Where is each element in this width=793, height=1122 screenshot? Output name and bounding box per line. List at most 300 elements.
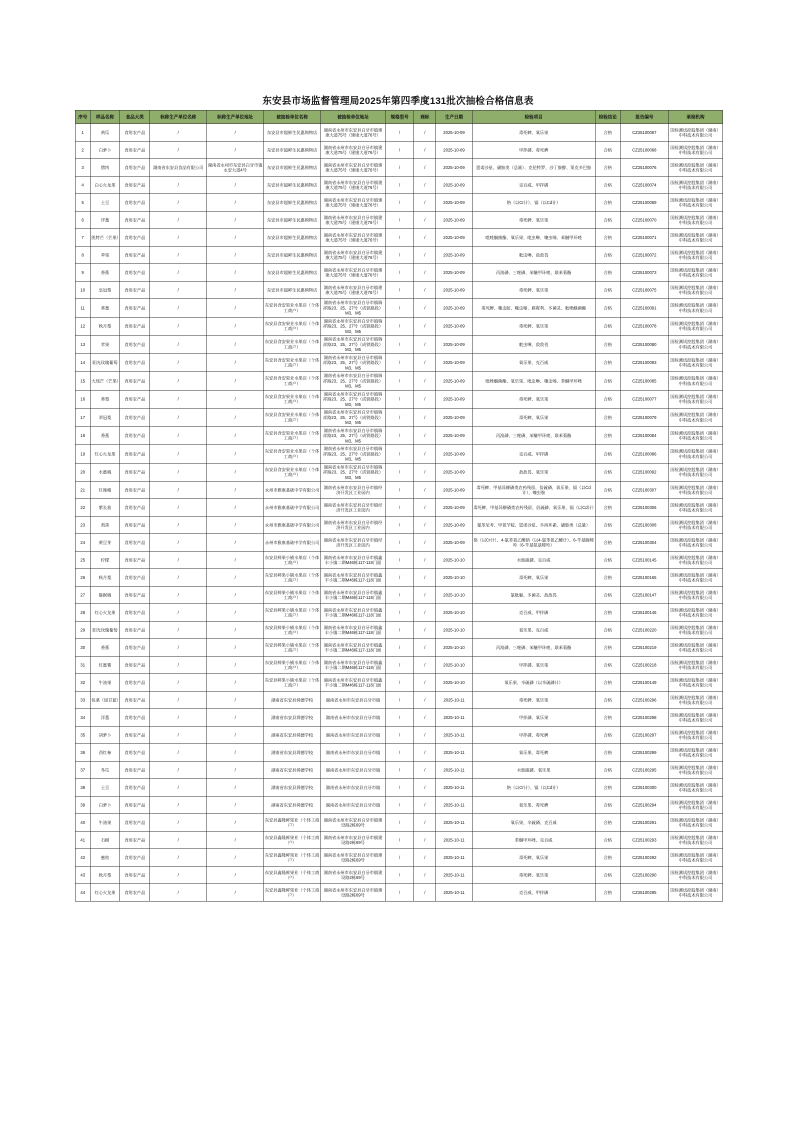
cell-sample_name: 香葱 — [90, 299, 120, 317]
cell-report_no: CZ25100297 — [620, 726, 668, 744]
cell-inspection_items: 苯醚甲环唑、克百威 — [472, 831, 595, 849]
cell-no: 42 — [75, 849, 90, 867]
cell-sample_name: 石榴 — [90, 831, 120, 849]
cell-production_date: 2025-10-09 — [436, 281, 472, 299]
cell-production_date: 2025-10-10 — [436, 569, 472, 587]
cell-report_no: CZ25100290 — [620, 866, 668, 884]
cell-producer_address: / — [207, 884, 264, 902]
cell-producer_address: / — [207, 779, 264, 797]
cell-production_date: 2025-10-10 — [436, 639, 472, 657]
cell-report_no: CZ25100295 — [620, 761, 668, 779]
cell-producer_name: / — [150, 884, 207, 902]
cell-spec_model: / — [385, 586, 413, 604]
cell-sampled_unit_address: 湖南省永州市东安县白牙市镇建设路2栋69号 — [321, 814, 386, 832]
cell-conclusion: 合格 — [595, 569, 620, 587]
cell-producer_address: / — [207, 674, 264, 692]
cell-conclusion: 合格 — [595, 264, 620, 282]
cell-conclusion: 合格 — [595, 481, 620, 499]
cell-no: 11 — [75, 299, 90, 317]
cell-inspection_items: 吡唑醚菌酯、氧乐果、吡虫啉、噻虫嗪、苯醚甲环唑 — [472, 229, 595, 247]
cell-no: 16 — [75, 390, 90, 408]
cell-spec_model: / — [385, 516, 413, 534]
cell-production_date: 2025-10-09 — [436, 211, 472, 229]
cell-no: 5 — [75, 194, 90, 212]
cell-trademark: / — [414, 814, 436, 832]
cell-production_date: 2025-10-10 — [436, 656, 472, 674]
cell-sampled_unit_address: 湖南省永州市东安县白牙市镇建康大道75号（建康大道76号） — [321, 159, 386, 177]
cell-food_category: 食用农产品 — [120, 390, 150, 408]
cell-production_date: 2025-10-11 — [436, 849, 472, 867]
cell-food_category: 食用农产品 — [120, 264, 150, 282]
column-header-report_no: 报告编号 — [620, 110, 668, 124]
cell-sampled_unit_name: 东安县食安果业水果店（个体工商户） — [264, 335, 321, 353]
table-row — [75, 335, 723, 353]
cell-food_category: 食用农产品 — [120, 551, 150, 569]
cell-no: 37 — [75, 761, 90, 779]
cell-spec_model: / — [385, 551, 413, 569]
cell-trademark: / — [414, 744, 436, 762]
cell-inspection_items: 氧乐果、毒死蜱 — [472, 796, 595, 814]
cell-conclusion: 合格 — [595, 691, 620, 709]
cell-production_date: 2025-10-09 — [436, 264, 472, 282]
cell-sampled_unit_address: 湖南省永州市东安县白牙市镇建康大道75号（建康大道76号） — [321, 264, 386, 282]
cell-sampled_unit_address: 湖南省永州市东安县白牙市镇经济开发区工业园内 — [321, 534, 386, 552]
cell-sampled_unit_address: 湖南省永州市东安县白牙市镇建康大道75号（建康大道76号） — [321, 281, 386, 299]
cell-food_category: 食用农产品 — [120, 744, 150, 762]
cell-conclusion: 合格 — [595, 124, 620, 142]
cell-inspection_items: 吡唑醚菌酯、氧乐果、吡虫啉、噻虫嗪、苯醚甲环唑 — [472, 372, 595, 390]
cell-spec_model: / — [385, 390, 413, 408]
cell-producer_name: / — [150, 427, 207, 445]
cell-report_no: CZ25100071 — [620, 229, 668, 247]
cell-trademark: / — [414, 176, 436, 194]
cell-producer_address: / — [207, 639, 264, 657]
cell-spec_model: / — [385, 229, 413, 247]
cell-no: 19 — [75, 445, 90, 463]
cell-report_no: CZ25100300 — [620, 779, 668, 797]
cell-production_date: 2025-10-10 — [436, 551, 472, 569]
cell-sample_name: 阳光玫瑰葡萄 — [90, 621, 120, 639]
column-header-food_category: 食品大类 — [120, 110, 150, 124]
cell-sampled_unit_name: 湖南省东安县舜德学校 — [264, 796, 321, 814]
cell-production_date: 2025-10-11 — [436, 761, 472, 779]
cell-testing_agency: 国检测试控股集团（湖南）中科技术有限公司 — [668, 534, 722, 552]
cell-inspection_items: 克百威、甲拌磷 — [472, 176, 595, 194]
cell-inspection_items: 氧乐果、辛硫磷（以辛硫磷计） — [472, 674, 595, 692]
cell-sampled_unit_address: 湖南省永州市东安县白牙市镇建设路2栋69号 — [321, 831, 386, 849]
cell-food_category: 食用农产品 — [120, 639, 150, 657]
cell-sampled_unit_address: 湖南省永州市东安县白牙市镇建康大道75号（建康大道76号） — [321, 229, 386, 247]
cell-inspection_items: 铬（以Cr计）、镉（以Cd计） — [472, 779, 595, 797]
cell-inspection_items: 毒死蜱、噻虫胺、噻虫嗪、腐霉利、多菌灵、吡唑醚菌酯 — [472, 299, 595, 317]
cell-trademark: / — [414, 463, 436, 481]
cell-report_no: CZ25100084 — [620, 427, 668, 445]
cell-food_category: 食用农产品 — [120, 481, 150, 499]
cell-producer_name: / — [150, 656, 207, 674]
cell-report_no: CZ25100285 — [620, 884, 668, 902]
cell-sampled_unit_address: 湖南省永州市东安县白牙市镇建设路2栋69号 — [321, 866, 386, 884]
cell-producer_name: / — [150, 534, 207, 552]
cell-production_date: 2025-10-09 — [436, 317, 472, 335]
cell-producer_address: / — [207, 335, 264, 353]
cell-no: 10 — [75, 281, 90, 299]
cell-sample_name: 红辣椒 — [90, 481, 120, 499]
cell-conclusion: 合格 — [595, 194, 620, 212]
cell-no: 13 — [75, 335, 90, 353]
cell-report_no: CZ25100298 — [620, 709, 668, 727]
cell-inspection_items: 氧乐果、辛硫磷、克百威 — [472, 814, 595, 832]
cell-food_category: 食用农产品 — [120, 335, 150, 353]
cell-no: 43 — [75, 866, 90, 884]
cell-report_no: CZ25100294 — [620, 796, 668, 814]
cell-conclusion: 合格 — [595, 390, 620, 408]
cell-food_category: 食用农产品 — [120, 211, 150, 229]
cell-spec_model: / — [385, 534, 413, 552]
cell-conclusion: 合格 — [595, 445, 620, 463]
cell-testing_agency: 国检测试控股集团（湖南）中科技术有限公司 — [668, 849, 722, 867]
cell-producer_name: / — [150, 814, 207, 832]
table-row — [75, 831, 723, 849]
cell-conclusion: 合格 — [595, 141, 620, 159]
cell-inspection_items: 铬（以Cr计）、4-氯苯氧乙酸钠（以4-氯苯氧乙酸计）、6-苄基腺嘌呤（6-苄基氨基嘌呤） — [472, 534, 595, 552]
cell-production_date: 2025-10-09 — [436, 159, 472, 177]
cell-sampled_unit_name: 东安县市超鲜生民惠购物店 — [264, 176, 321, 194]
cell-trademark: / — [414, 726, 436, 744]
cell-testing_agency: 国检测试控股集团（湖南）中科技术有限公司 — [668, 691, 722, 709]
cell-conclusion: 合格 — [595, 621, 620, 639]
cell-producer_name: / — [150, 194, 207, 212]
cell-report_no: CZ25100093 — [620, 354, 668, 372]
cell-producer_name: / — [150, 744, 207, 762]
cell-sampled_unit_name: 永州市雅康基础中学有限公司 — [264, 516, 321, 534]
cell-producer_name: / — [150, 445, 207, 463]
cell-sample_name: 西红柿 — [90, 744, 120, 762]
cell-sampled_unit_name: 东安县食安果业水果店（个体工商户） — [264, 390, 321, 408]
table-row — [75, 656, 723, 674]
cell-sample_name: 冬瓜 — [90, 761, 120, 779]
cell-sampled_unit_name: 永州市雅康基础中学有限公司 — [264, 534, 321, 552]
cell-trademark: / — [414, 246, 436, 264]
cell-no: 6 — [75, 211, 90, 229]
cell-producer_address: / — [207, 604, 264, 622]
cell-sample_name: 秋月梨 — [90, 866, 120, 884]
cell-trademark: / — [414, 604, 436, 622]
cell-production_date: 2025-10-09 — [436, 534, 472, 552]
cell-conclusion: 合格 — [595, 744, 620, 762]
cell-production_date: 2025-10-09 — [436, 229, 472, 247]
cell-producer_address: / — [207, 124, 264, 142]
cell-sampled_unit_name: 东安县市超鲜生民惠购物店 — [264, 124, 321, 142]
cell-conclusion: 合格 — [595, 354, 620, 372]
cell-spec_model: / — [385, 691, 413, 709]
cell-conclusion: 合格 — [595, 761, 620, 779]
cell-sampled_unit_name: 东安县市超鲜生民惠购物店 — [264, 229, 321, 247]
cell-producer_name: / — [150, 604, 207, 622]
cell-spec_model: / — [385, 445, 413, 463]
cell-testing_agency: 国检测试控股集团（湖南）中科技术有限公司 — [668, 159, 722, 177]
cell-trademark: / — [414, 779, 436, 797]
cell-food_category: 食用农产品 — [120, 534, 150, 552]
cell-testing_agency: 国检测试控股集团（湖南）中科技术有限公司 — [668, 656, 722, 674]
cell-producer_address: / — [207, 761, 264, 779]
cell-food_category: 食用农产品 — [120, 726, 150, 744]
cell-sample_name: 红心火龙果 — [90, 445, 120, 463]
table-row — [75, 691, 723, 709]
cell-producer_address: / — [207, 281, 264, 299]
cell-conclusion: 合格 — [595, 372, 620, 390]
cell-food_category: 食用农产品 — [120, 831, 150, 849]
table-row — [75, 814, 723, 832]
table-row — [75, 516, 723, 534]
cell-sampled_unit_address: 湖南省永州市东安县白牙市镇瑞祥路23、25、27号（成铁路段）M3、M5 — [321, 445, 386, 463]
cell-producer_name: / — [150, 796, 207, 814]
cell-trademark: / — [414, 445, 436, 463]
cell-trademark: / — [414, 499, 436, 517]
cell-production_date: 2025-10-10 — [436, 604, 472, 622]
cell-food_category: 食用农产品 — [120, 176, 150, 194]
cell-no: 25 — [75, 551, 90, 569]
cell-sample_name: 阳光玫瑰葡萄 — [90, 354, 120, 372]
cell-sample_name: 猕猴桃 — [90, 586, 120, 604]
cell-spec_model: / — [385, 499, 413, 517]
cell-no: 41 — [75, 831, 90, 849]
table-row — [75, 744, 723, 762]
cell-producer_address: / — [207, 831, 264, 849]
cell-sample_name: 秋月梨 — [90, 569, 120, 587]
cell-trademark: / — [414, 569, 436, 587]
cell-sampled_unit_address: 湖南省永州市东安县白牙市镇建康大道75号（建康大道76号） — [321, 246, 386, 264]
cell-testing_agency: 国检测试控股集团（湖南）中科技术有限公司 — [668, 141, 722, 159]
cell-sample_name: 皇冠梨 — [90, 281, 120, 299]
cell-inspection_items: 毒死蜱、氧乐果 — [472, 211, 595, 229]
cell-no: 34 — [75, 709, 90, 727]
cell-testing_agency: 国检测试控股集团（湖南）中科技术有限公司 — [668, 569, 722, 587]
cell-sampled_unit_address: 湖南省永州市东安县白牙市镇鑫丰小镇二期M46栋117-118门面 — [321, 656, 386, 674]
cell-production_date: 2025-10-09 — [436, 516, 472, 534]
cell-sample_name: 牛油果 — [90, 814, 120, 832]
cell-sampled_unit_address: 湖南省永州市东安县白牙市镇建设路2栋69号 — [321, 849, 386, 867]
cell-sampled_unit_name: 东安县食安果业水果店（个体工商户） — [264, 427, 321, 445]
cell-sampled_unit_address: 湖南省永州市东安县白牙市镇 — [321, 709, 386, 727]
cell-food_category: 食用农产品 — [120, 499, 150, 517]
cell-food_category: 食用农产品 — [120, 796, 150, 814]
column-header-spec_model: 规格型号 — [385, 110, 413, 124]
cell-sample_name: 红心火龙果 — [90, 604, 120, 622]
cell-sampled_unit_address: 湖南省永州市东安县白牙市镇鑫丰小镇二期M46栋117-118门面 — [321, 586, 386, 604]
cell-report_no: CZ25100075 — [620, 281, 668, 299]
table-row — [75, 761, 723, 779]
cell-conclusion: 合格 — [595, 866, 620, 884]
cell-food_category: 食用农产品 — [120, 299, 150, 317]
cell-producer_address: / — [207, 141, 264, 159]
cell-conclusion: 合格 — [595, 159, 620, 177]
cell-inspection_items: 毒死蜱、氧乐果 — [472, 691, 595, 709]
cell-food_category: 食用农产品 — [120, 586, 150, 604]
cell-food_category: 食用农产品 — [120, 516, 150, 534]
cell-no: 35 — [75, 726, 90, 744]
cell-no: 36 — [75, 744, 90, 762]
cell-trademark: / — [414, 586, 436, 604]
cell-testing_agency: 国检测试控股集团（湖南）中科技术有限公司 — [668, 866, 722, 884]
cell-inspection_items: 毒死蜱、甲基异柳磷类农药残留、倍硫磷、氧乐果、镉（以Cd计）、噻虫胺 — [472, 481, 595, 499]
cell-producer_address: / — [207, 499, 264, 517]
cell-producer_address: / — [207, 299, 264, 317]
cell-inspection_items: 甲拌磷、氧乐果 — [472, 656, 595, 674]
cell-sampled_unit_name: 东安县市超鲜生民惠购物店 — [264, 264, 321, 282]
cell-sampled_unit_address: 湖南省永州市东安县白牙市镇鑫丰小镇二期M46栋117-118门面 — [321, 551, 386, 569]
cell-producer_name: / — [150, 281, 207, 299]
table-row — [75, 194, 723, 212]
cell-conclusion: 合格 — [595, 463, 620, 481]
cell-trademark: / — [414, 866, 436, 884]
table-header — [75, 110, 723, 124]
cell-sampled_unit_address: 湖南省永州市东安县白牙市镇 — [321, 744, 386, 762]
cell-testing_agency: 国检测试控股集团（湖南）中科技术有限公司 — [668, 744, 722, 762]
cell-producer_name: / — [150, 761, 207, 779]
cell-conclusion: 合格 — [595, 814, 620, 832]
cell-trademark: / — [414, 481, 436, 499]
cell-trademark: / — [414, 534, 436, 552]
cell-sampled_unit_name: 东安县鲜果小铺水果店（个体工商户） — [264, 551, 321, 569]
cell-testing_agency: 国检测试控股集团（湖南）中科技术有限公司 — [668, 229, 722, 247]
cell-sampled_unit_address: 湖南省永州市东安县白牙市镇鑫丰小镇二期M46栋117-118门面 — [321, 674, 386, 692]
cell-no: 27 — [75, 586, 90, 604]
cell-conclusion: 合格 — [595, 335, 620, 353]
cell-sampled_unit_address: 湖南省永州市东安县白牙市镇 — [321, 779, 386, 797]
cell-spec_model: / — [385, 211, 413, 229]
cell-trademark: / — [414, 299, 436, 317]
table-row — [75, 390, 723, 408]
cell-sampled_unit_name: 湖南省东安县舜德学校 — [264, 761, 321, 779]
column-header-trademark: 商标 — [414, 110, 436, 124]
cell-trademark: / — [414, 194, 436, 212]
cell-report_no: CZ25100067 — [620, 124, 668, 142]
cell-production_date: 2025-10-09 — [436, 463, 472, 481]
results-table — [75, 110, 723, 902]
cell-inspection_items: 吡虫啉、敌敌畏 — [472, 335, 595, 353]
cell-no: 21 — [75, 481, 90, 499]
cell-production_date: 2025-10-11 — [436, 884, 472, 902]
cell-spec_model: / — [385, 866, 413, 884]
cell-producer_address: / — [207, 176, 264, 194]
table-row — [75, 639, 723, 657]
cell-sampled_unit_name: 东安县鲜果小铺水果店（个体工商户） — [264, 586, 321, 604]
cell-sampled_unit_name: 永州市雅康基础中学有限公司 — [264, 499, 321, 517]
cell-trademark: / — [414, 621, 436, 639]
cell-spec_model: / — [385, 281, 413, 299]
cell-inspection_items: 氯吡脲、多菌灵、敌敌畏 — [472, 586, 595, 604]
table-row — [75, 499, 723, 517]
cell-testing_agency: 国检测试控股集团（湖南）中科技术有限公司 — [668, 390, 722, 408]
cell-producer_address: / — [207, 709, 264, 727]
cell-production_date: 2025-10-09 — [436, 246, 472, 264]
cell-testing_agency: 国检测试控股集团（湖南）中科技术有限公司 — [668, 621, 722, 639]
cell-conclusion: 合格 — [595, 726, 620, 744]
cell-report_no: CZ25100218 — [620, 656, 668, 674]
cell-sampled_unit_address: 湖南省永州市东安县白牙市镇建康大道75号（建康大道76号） — [321, 124, 386, 142]
cell-report_no: CZ25100069 — [620, 194, 668, 212]
cell-producer_address: / — [207, 408, 264, 426]
cell-conclusion: 合格 — [595, 499, 620, 517]
cell-spec_model: / — [385, 408, 413, 426]
cell-producer_name: / — [150, 211, 207, 229]
cell-report_no: CZ25100086 — [620, 445, 668, 463]
cell-producer_address: / — [207, 211, 264, 229]
cell-sample_name: 白萝卜 — [90, 796, 120, 814]
cell-report_no: CZ25100147 — [620, 586, 668, 604]
cell-producer_name: / — [150, 463, 207, 481]
cell-conclusion: 合格 — [595, 674, 620, 692]
cell-report_no: CZ25100077 — [620, 390, 668, 408]
cell-production_date: 2025-10-09 — [436, 176, 472, 194]
cell-sample_name: 土豆 — [90, 194, 120, 212]
cell-producer_address: / — [207, 229, 264, 247]
cell-producer_address: / — [207, 445, 264, 463]
cell-sample_name: 柠檬 — [90, 551, 120, 569]
cell-report_no: CZ25100306 — [620, 499, 668, 517]
cell-sampled_unit_address: 湖南省永州市东安县白牙市镇瑞祥路23、25、27号（成铁路段）M3、M5 — [321, 335, 386, 353]
cell-sampled_unit_name: 东安县市超鲜生民惠购物店 — [264, 159, 321, 177]
cell-inspection_items: 甲拌磷、氧乐果 — [472, 709, 595, 727]
cell-testing_agency: 国检测试控股集团（湖南）中科技术有限公司 — [668, 586, 722, 604]
cell-testing_agency: 国检测试控股集团（湖南）中科技术有限公司 — [668, 499, 722, 517]
cell-trademark: / — [414, 849, 436, 867]
cell-spec_model: / — [385, 124, 413, 142]
cell-no: 22 — [75, 499, 90, 517]
cell-report_no: CZ25100072 — [620, 246, 668, 264]
cell-producer_name: / — [150, 709, 207, 727]
cell-report_no: CZ25100068 — [620, 141, 668, 159]
cell-production_date: 2025-10-11 — [436, 691, 472, 709]
cell-conclusion: 合格 — [595, 779, 620, 797]
cell-no: 18 — [75, 427, 90, 445]
cell-conclusion: 合格 — [595, 516, 620, 534]
cell-sample_name: 苹果 — [90, 246, 120, 264]
cell-producer_name: / — [150, 849, 207, 867]
cell-no: 3 — [75, 159, 90, 177]
cell-sample_name: 洋葱 — [90, 709, 120, 727]
cell-no: 8 — [75, 246, 90, 264]
cell-sampled_unit_name: 东安县鑫隆鲜果业（个体工商户） — [264, 814, 321, 832]
cell-spec_model: / — [385, 481, 413, 499]
cell-producer_name: / — [150, 246, 207, 264]
cell-producer_name: / — [150, 354, 207, 372]
cell-spec_model: / — [385, 427, 413, 445]
cell-sample_name: 香蕉 — [90, 639, 120, 657]
cell-producer_address: / — [207, 463, 264, 481]
cell-trademark: / — [414, 372, 436, 390]
cell-trademark: / — [414, 709, 436, 727]
page-title: 东安县市场监督管理局2025年第四季度131批次抽检合格信息表 — [262, 96, 534, 107]
cell-sampled_unit_name: 东安县鲜果小铺水果店（个体工商户） — [264, 656, 321, 674]
column-header-production_date: 生产日期 — [436, 110, 472, 124]
cell-sampled_unit_name: 东安县鲜果小铺水果店（个体工商户） — [264, 639, 321, 657]
cell-testing_agency: 国检测试控股集团（湖南）中科技术有限公司 — [668, 639, 722, 657]
cell-sampled_unit_address: 湖南省永州市东安县白牙市镇瑞祥路23、25、27号（成铁路段）M3、M5 — [321, 463, 386, 481]
cell-food_category: 食用农产品 — [120, 445, 150, 463]
cell-producer_name: / — [150, 390, 207, 408]
cell-production_date: 2025-10-11 — [436, 779, 472, 797]
cell-conclusion: 合格 — [595, 176, 620, 194]
cell-sample_name: 黄瓜 — [90, 124, 120, 142]
cell-report_no: CZ25100293 — [620, 831, 668, 849]
cell-producer_name: / — [150, 866, 207, 884]
cell-producer_name: / — [150, 499, 207, 517]
cell-producer_address: / — [207, 586, 264, 604]
cell-producer_address: / — [207, 656, 264, 674]
cell-report_no: CZ25100308 — [620, 516, 668, 534]
cell-trademark: / — [414, 354, 436, 372]
